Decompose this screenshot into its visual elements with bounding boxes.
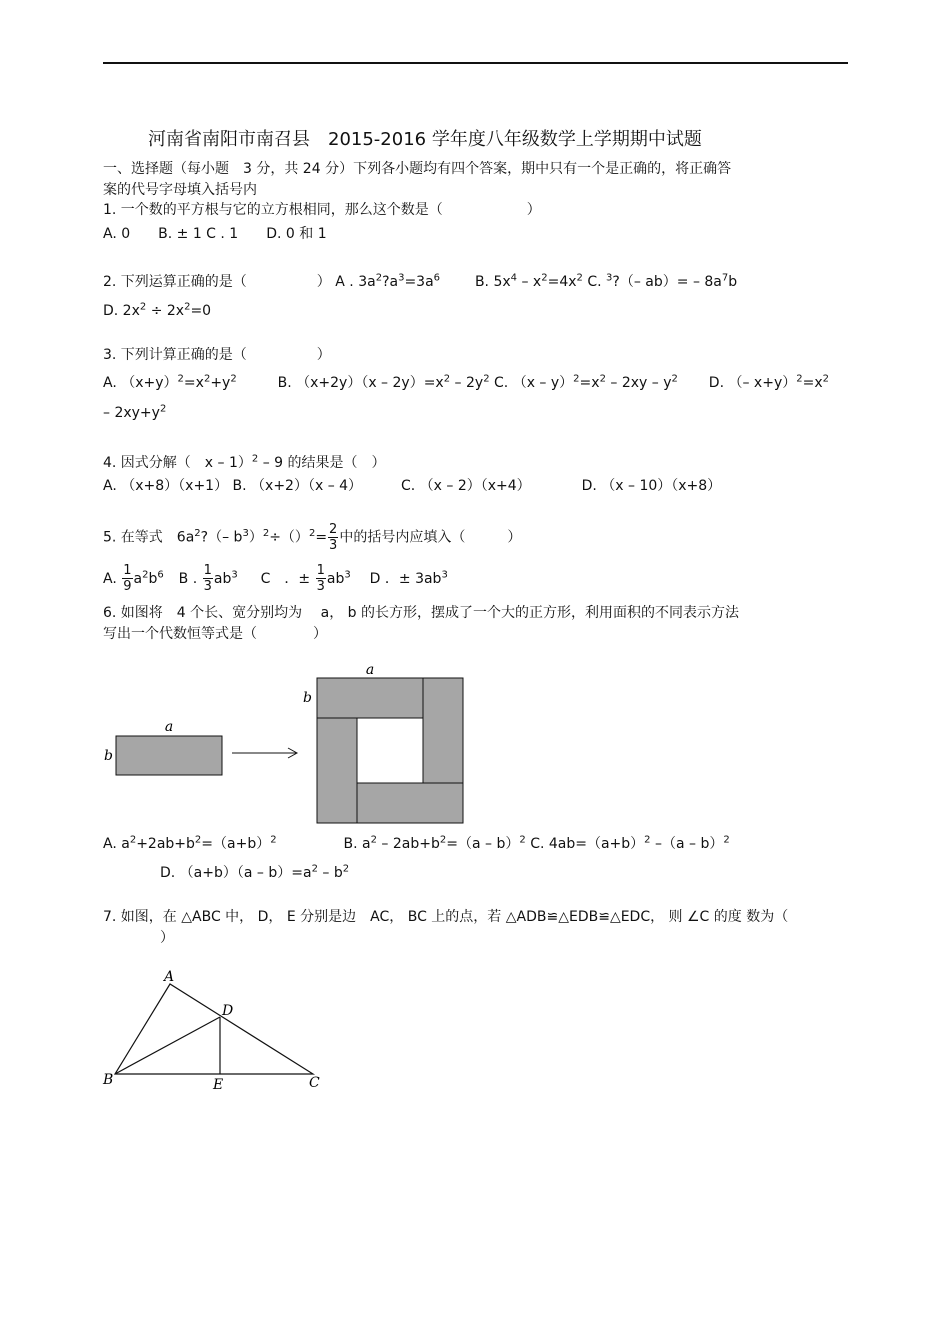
q3-option-b: B. $(x+2y)(x - 2y)=x^2 - 2y^2$ [277, 373, 490, 391]
q7-stem-cont: ） [160, 930, 174, 946]
q3-option-d: D. （– $x+y)^2=x^2$ [708, 373, 829, 391]
q6-option-b: B. $a^2 - 2ab+b^2=(a - b)^2$ [343, 834, 526, 852]
q3-option-d-cont: – $2xy+y^2$ [103, 403, 167, 421]
q4-option-d: D. （x – 10）（x+8） [581, 478, 722, 494]
page-title: 河南省南阳市南召县 2015-2016 学年度八年级数学上学期期中试题 [148, 129, 702, 150]
q2-option-b: B. $5x^4 - x^2=4x^2$ [474, 272, 583, 290]
rect-label-b: b [104, 748, 113, 764]
q5-fraction: $\frac{2}{3}$ [329, 522, 338, 553]
q2-option-d: D. $2x^2 \div 2x^2=0$ [103, 301, 212, 319]
q6-stem-cont: 写出一个代数恒等式是（ ） [103, 626, 327, 642]
q3-stem: 3. 下列计算正确的是（ ） [103, 347, 331, 363]
q5-option-d: D ．± $3ab^3$ [369, 568, 448, 587]
point-label-c: C [309, 1075, 320, 1091]
point-label-b: B [103, 1072, 114, 1088]
q5-option-a: A. $\frac{1}{9}$ $a^2b^6$ [103, 563, 164, 594]
q2-option-a: A . $3a^2?a^3=3a^6$ [335, 272, 441, 290]
segment-bd [115, 1017, 220, 1074]
q4-option-a: A. （x+8）（x+1） [103, 478, 229, 494]
q6-stem: 6. 如图将 4 个长、宽分别均为 a， b 的长方形，摆成了一个大的正方形，利用面积的不同表示方法 [103, 605, 739, 621]
square-label-a: a [365, 662, 375, 678]
q1-stem: 1. 一个数的平方根与它的立方根相同，那么这个数是（ ） [103, 202, 541, 218]
q6-option-a: A. $a^2+2ab+b^2=(a+b)^2$ [103, 834, 277, 852]
rect-label-a: a [164, 719, 174, 735]
q6-option-d: D. $(a+b)(a - b)=a^2 - b^2$ [160, 863, 350, 881]
q5-stem: 5. 在等式 $6a^2?(-$ $b^3)^2\div()^2=$ $\frac{2}{3}$ 中的括号内应填入（ ） [103, 522, 522, 553]
q7-stem: 7. 如图，在 △ABC 中， D， E 分别是边 AC， BC 上的点，若 △ADB≌△EDB≌△EDC， 则 ∠C 的度 数为（ [103, 909, 789, 925]
q4-stem: 4. 因式分解（ x – 1）$^2$ – 9 的结果是（ ） [103, 453, 386, 471]
point-label-d: D [222, 1003, 234, 1019]
q4-option-c: C. （x – 2）（x+4） [400, 478, 531, 494]
q6-option-c: C. $4ab=(a+b)^2$ –（a – b）$^2$ [530, 834, 730, 852]
square-label-b: b [303, 690, 312, 706]
q5-option-b: B . $\frac{1}{3}$ $ab^3$ [178, 563, 238, 594]
q2-option-c: C. $^3$?（– $ab)= - 8a^7b$ [587, 272, 738, 290]
point-label-a: A [164, 969, 175, 985]
q1-options: A. 0 B. ± 1 C . 1 D. 0 和 1 [103, 226, 327, 242]
triangle-abc [115, 984, 313, 1074]
q4-option-b: B. （x+2）（x – 4） [232, 478, 363, 494]
section-instructions: 一、选择题（每小题 3 分，共 24 分）下列各小题均有四个答案，期中只有一个是正确的，将正确答 [103, 161, 732, 177]
q3-option-c: C. $(x - y)^2=x^2 - 2xy - y^2$ [494, 373, 678, 391]
q2-stem: 2. 下列运算正确的是（ ） [103, 274, 331, 290]
q5-option-c: C ．± $\frac{1}{3}$ $ab^3$ [260, 563, 351, 594]
q3-option-a: A. $(x+y)^2=x^2+y^2$ [103, 373, 237, 391]
point-label-e: E [213, 1077, 224, 1093]
section-instructions-cont: 案的代号字母填入括号内 [103, 182, 257, 198]
